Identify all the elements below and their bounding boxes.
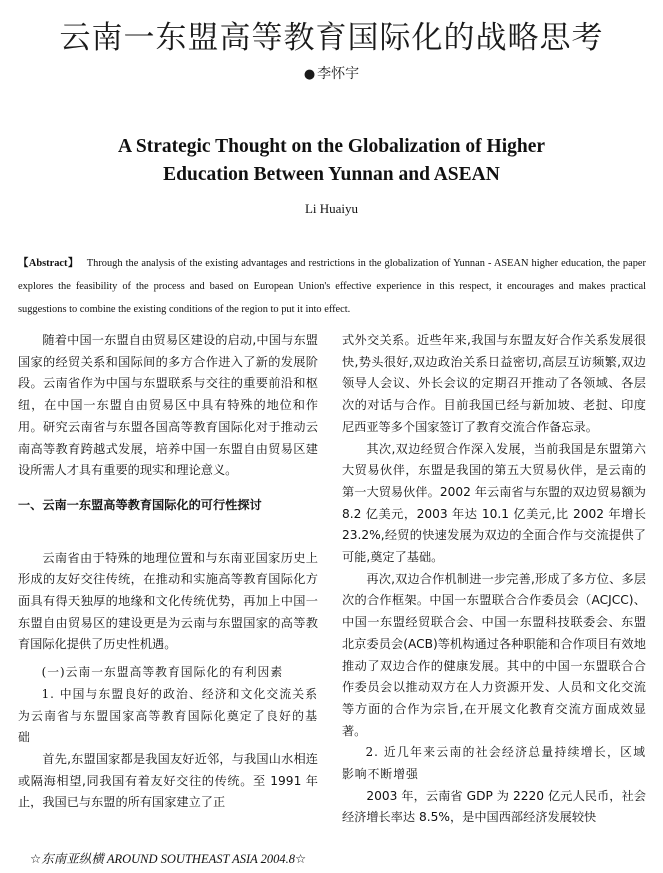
left-column: [18, 330, 318, 814]
title-en-line-1: A Strategic Thought on the Globalization of Higher: [117, 136, 546, 157]
title-en-line-2: Education Between Yunnan and ASEAN: [163, 164, 500, 185]
paragraph: 首先,东盟国家都是我国友好近邻，与我国山水相连或隔海相望,同我国有着友好交往的传统。至 1991 年止，我国已与东盟的所有国家建立了正: [18, 751, 318, 810]
section-heading: 一、云南一东盟高等教育国际化的可行性探讨: [18, 497, 262, 512]
star-icon: ☆: [30, 852, 42, 866]
right-column: [342, 330, 646, 829]
author-english: Li Huaiyu: [304, 201, 359, 216]
paragraph: 2003 年，云南省 GDP 为 2220 亿元人民币，社会经济增长率达 8.5%，是中国西部经济发展较快: [342, 788, 646, 825]
paragraph: 随着中国一东盟自由贸易区建设的启动,中国与东盟国家的经贸关系和国际间的多方合作进入了新的发展阶段。云南省作为中国与东盟联系与交往的重要前沿和枢纽，在中国一东盟自由贸易区中具有特殊的地位和作用。研究云南省与东盟各国高等教育国际化对于推动云南高等教育跨越式发展，培养中国一东盟自由贸易区建设所需人才具有重要的现实和理论意义。: [18, 333, 318, 478]
author-chinese: [0, 63, 663, 83]
page-footer: [30, 849, 306, 867]
paragraph: 式外交关系。近些年来,我国与东盟友好合作关系发展很快,势头很好,双边政治关系日益密切,高层互访频繁,双边领导人会议、外长会议的定期召开推动了各领域、各层次的对话与合作。目前我国已经与新加坡、老挝、印度尼西亚等多个国家签订了教育交流合作备忘录。: [342, 333, 646, 434]
author-chinese-name: 李怀宇: [317, 66, 360, 82]
footer-text: 东南亚纵横 AROUND SOUTHEAST ASIA 2004.8: [41, 852, 296, 866]
article-title-chinese: 云南一东盟高等教育国际化的战略思考: [59, 20, 604, 56]
subsection-item: 1. 中国与东盟良好的政治、经济和文化交流关系为云南省与东盟国家高等教育国际化奠定了良好的基础: [18, 686, 318, 745]
abstract: [18, 252, 646, 321]
article-title-english: [60, 133, 603, 189]
paragraph: 其次,双边经贸合作深入发展，当前我国是东盟第六大贸易伙伴，东盟是我国的第五大贸易伙伴，是云南的第一大贸易伙伴。2002 年云南省与东盟的双边贸易额为 8.2 亿美元，2003 年达 10.1 亿美元,比 2002 年增长 23.2%,经贸的快速发展为双边的全面合作与交流提供了可能,奠定了基础。: [342, 441, 646, 565]
abstract-label: 【Abstract】: [18, 258, 79, 269]
star-icon: ☆: [295, 852, 307, 866]
subsection-heading: (一)云南一东盟高等教育国际化的有利因素: [41, 665, 284, 680]
paragraph: 云南省由于特殊的地理位置和与东南亚国家历史上形成的友好交往传统，在推动和实施高等教育国际化方面具有得天独厚的地缘和文化传统优势，再加上中国一东盟自由贸易区的建设更是为云南与东盟国家的高等教育国际化提供了历史性机遇。: [18, 550, 318, 652]
subsection-item: 2. 近几年来云南的社会经济总量持续增长，区域影响不断增强: [342, 745, 646, 782]
abstract-text: Through the analysis of the existing advantages and restrictions in the globalization of Yunnan - ASEAN higher education, the paper explores the feasibility of the process and based on European Union's effective experience in this respect, it encourages and makes practical suggestions to combine the existing conditions of the region to put it into effect.: [18, 258, 646, 315]
paragraph: 再次,双边合作机制进一步完善,形成了多方位、多层次的合作框架。中国一东盟联合合作委员会（ACJCC)、中国一东盟经贸联合会、中国一东盟科技联委会、东盟北京委员会(ACB)等机构通过各种职能和合作项目有效地推动了双边合作的健康发展。其中的中国一东盟联合合作委员会以推动双方在人力资源开发、人员和文化交流等方面的合作为宗旨,在开展文化教育交流方面成效显著。: [342, 571, 646, 738]
bullet-icon: ●: [303, 67, 316, 82]
